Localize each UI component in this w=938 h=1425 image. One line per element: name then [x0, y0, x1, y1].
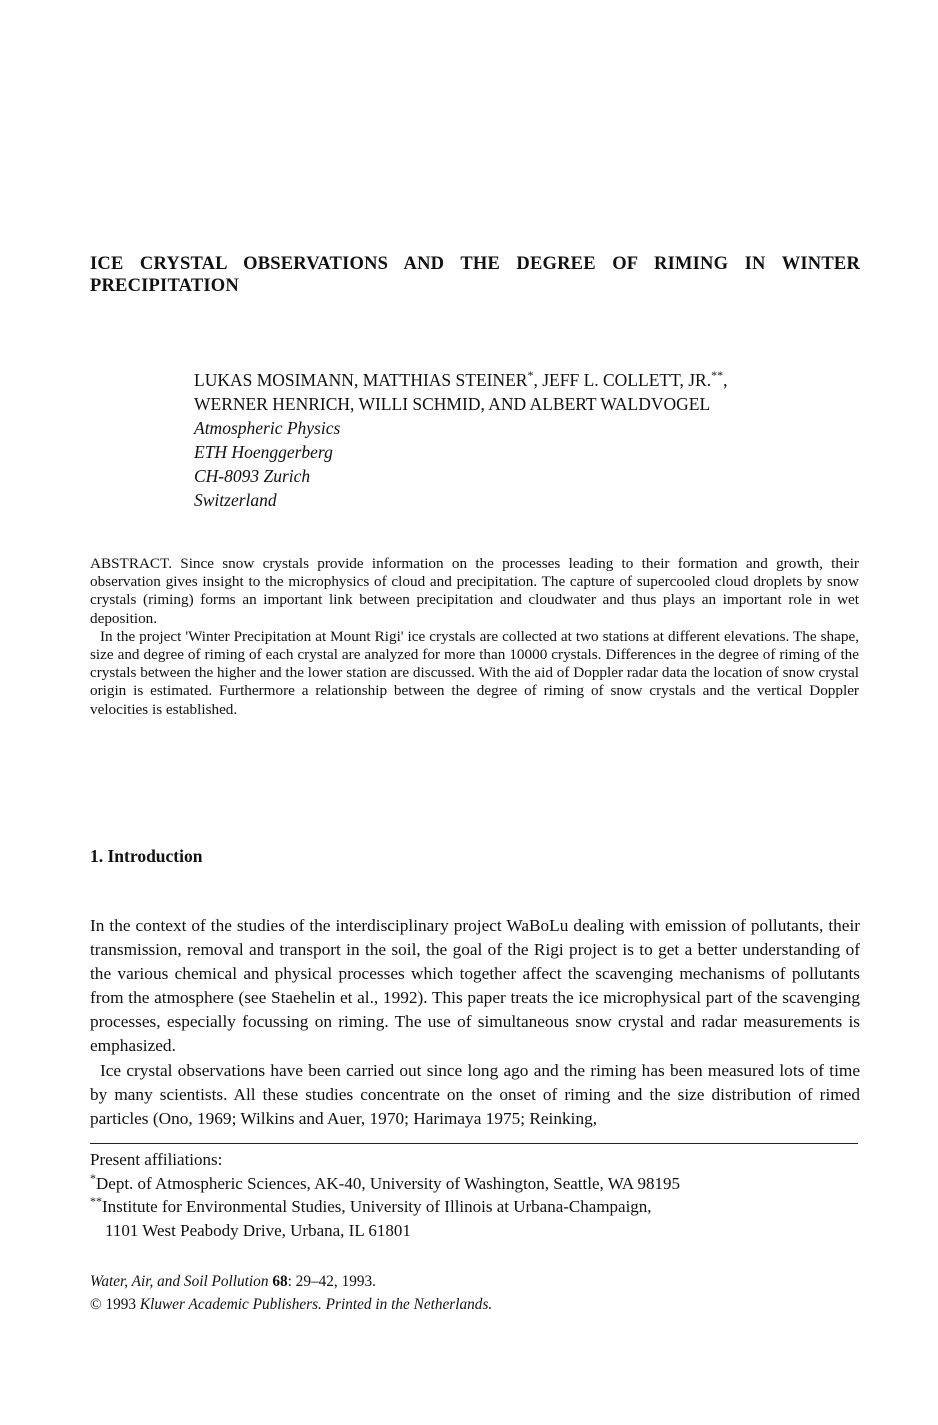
introduction-body: [90, 914, 860, 1131]
footnote-2: [90, 1195, 850, 1219]
author-block: [194, 368, 834, 512]
title-line-2: PRECIPITATION: [90, 276, 239, 296]
authors-part-c: ,: [723, 370, 728, 390]
section-heading-introduction: 1. Introduction: [90, 846, 203, 866]
intro-paragraph-1: In the context of the studies of the interdisciplinary project WaBoLu dealing with emission of pollutants, their transmission, removal and transport in the soil, the goal of the Rigi project is to get a better understanding of the various chemical and physical processes which together affect the scavenging mechanisms of pollutants from the atmosphere (see Staehelin et al., 1992). This paper treats the ice microphysical part of the scavenging processes, especially focussing on riming. The use of simultaneous snow crystal and radar measurements is emphasized.: [90, 916, 860, 1056]
publisher-note: Kluwer Academic Publishers. Printed in the Netherlands.: [139, 1296, 493, 1313]
footnote-1-text: Dept. of Atmospheric Sciences, AK-40, University of Washington, Seattle, WA 98195: [96, 1173, 680, 1193]
intro-paragraph-2: Ice crystal observations have been carried out since long ago and the riming has been measured lots of time by many scientists. All these studies concentrate on the onset of riming and the size distribution of rimed particles (Ono, 1969; Wilkins and Auer, 1970; Harimaya 1975; Reinking,: [90, 1060, 860, 1128]
journal-citation: [90, 1270, 790, 1316]
title-line-1: ICE CRYSTAL OBSERVATIONS AND THE DEGREE OF RIMING IN WINTER: [90, 254, 860, 274]
footnote-mark-1: *: [90, 1170, 96, 1185]
journal-volume: 68: [272, 1273, 288, 1290]
abstract-paragraph-1: ABSTRACT. Since snow crystals provide information on the processes leading to their formation and growth, their observation gives insight to the microphysics of cloud and precipitation. The capture of supercooled cloud droplets by snow crystals (riming) forms an important link between precipitation and cloudwater and thus plays an important role in wet deposition.: [90, 555, 859, 627]
paper-title: [90, 253, 860, 297]
abstract: [90, 555, 859, 719]
copyright-line: [90, 1293, 790, 1316]
footnote-1: [90, 1172, 850, 1196]
journal-name: Water, Air, and Soil Pollution: [90, 1273, 269, 1290]
affiliation-line-2: ETH Hoenggerberg: [194, 442, 333, 462]
authors-part-b: , JEFF L. COLLETT, JR.: [533, 370, 712, 390]
abstract-paragraph-2: In the project 'Winter Precipitation at Mount Rigi' ice crystals are collected at two stations at different elevations. The shape, size and degree of riming of each crystal are analyzed for more than 10000 crystals. Differences in the degree of riming of the crystals between the higher and the lower station are discussed. With the aid of Doppler radar data the location of snow crystal origin is estimated. Furthermore a relationship between the degree of riming of snow crystals and the vertical Doppler velocities is established.: [90, 627, 859, 718]
footnote-2-text: Institute for Environmental Studies, University of Illinois at Urbana-Champaign,: [102, 1197, 652, 1216]
authors-part-a: LUKAS MOSIMANN, MATTHIAS STEINER: [194, 370, 528, 390]
footnote-mark-2: **: [90, 1194, 102, 1208]
author-line-1: [194, 368, 834, 392]
affiliation-line-4: Switzerland: [194, 490, 277, 510]
affiliation-line-3: CH-8093 Zurich: [194, 466, 311, 486]
affiliation-mark-1: *: [527, 368, 534, 382]
author-line-2: WERNER HENRICH, WILLI SCHMID, AND ALBERT WALDVOGEL: [194, 394, 711, 414]
footnotes: [90, 1148, 850, 1242]
affiliation-mark-2: **: [711, 368, 724, 382]
footnote-heading: Present affiliations:: [90, 1150, 223, 1169]
affiliation-line-1: Atmospheric Physics: [194, 418, 341, 438]
copyright-year: © 1993: [90, 1296, 137, 1313]
footnote-divider: [90, 1143, 858, 1144]
journal-reference: [90, 1270, 790, 1293]
journal-pages: : 29–42, 1993.: [287, 1273, 376, 1290]
footnote-2-continued: 1101 West Peabody Drive, Urbana, IL 61801: [105, 1220, 411, 1240]
